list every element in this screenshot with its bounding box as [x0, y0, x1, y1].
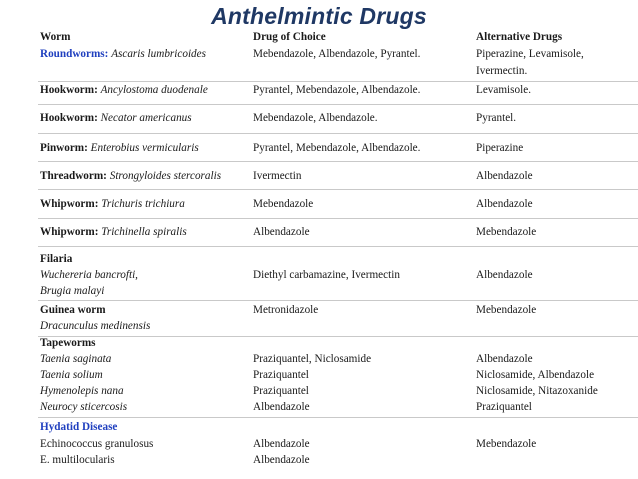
worm-species: Ancylostoma duodenale: [100, 84, 208, 96]
row-divider: [38, 218, 638, 219]
drug-of-choice: Albendazole: [253, 226, 310, 238]
alternative-drug: Pyrantel.: [476, 112, 517, 124]
row-divider: [38, 133, 638, 134]
drug-of-choice: Albendazole: [253, 438, 310, 450]
worm-name: Tapeworms: [40, 337, 96, 349]
drug-of-choice: Mebendazole, Albendazole, Pyrantel.: [253, 48, 421, 60]
drug-of-choice: Metronidazole: [253, 304, 319, 316]
row-divider: [38, 417, 638, 418]
worm-species: Dracunculus medinensis: [40, 320, 151, 332]
worm-species: Neurocy sticercosis: [40, 401, 128, 413]
worm-species: Strongyloides stercoralis: [109, 170, 222, 182]
worm-species: Wuchereria bancrofti,: [40, 269, 138, 281]
worm-name: Threadworm:: [40, 170, 107, 182]
row-divider: [38, 161, 638, 162]
worm-name: Guinea worm: [40, 304, 106, 316]
worm-name: Roundworms:: [40, 48, 109, 60]
table-row-worm: [40, 196, 185, 213]
alternative-drug: Levamisole.: [476, 84, 531, 96]
worm-species: Ascaris lumbricoides: [111, 48, 206, 60]
table-row-worm: [40, 82, 208, 99]
worm-species: Taenia saginata: [40, 353, 112, 365]
worm-species: Taenia solium: [40, 369, 103, 381]
alternative-drug: Ivermectin.: [476, 65, 528, 77]
row-divider: [38, 104, 638, 105]
alternative-drug: Mebendazole: [476, 226, 537, 238]
row-divider: [38, 336, 638, 337]
drug-of-choice: Pyrantel, Mebendazole, Albendazole.: [253, 142, 421, 154]
worm-species: Necator americanus: [100, 112, 192, 124]
worm-name: Filaria: [40, 253, 73, 265]
table-row-worm: [40, 110, 192, 127]
table-row-worm: [40, 224, 187, 241]
row-divider: [38, 189, 638, 190]
worm-species: Echinococcus granulosus: [40, 438, 154, 450]
page-title: Anthelmintic Drugs: [211, 3, 427, 29]
worm-species: E. multilocularis: [40, 454, 115, 466]
drug-of-choice: Mebendazole, Albendazole.: [253, 112, 378, 124]
worm-species: Trichinella spiralis: [101, 226, 187, 238]
worm-name: Whipworm:: [40, 226, 99, 238]
worm-name: Hookworm:: [40, 84, 98, 96]
alternative-drug: Mebendazole: [476, 304, 537, 316]
header-alternative-drugs: Alternative Drugs: [476, 31, 563, 43]
alternative-drug: Mebendazole: [476, 438, 537, 450]
worm-species: Brugia malayi: [40, 285, 105, 297]
drug-of-choice: Praziquantel, Niclosamide: [253, 353, 372, 365]
drug-of-choice: Ivermectin: [253, 170, 302, 182]
worm-name: Hookworm:: [40, 112, 98, 124]
alternative-drug: Piperazine, Levamisole,: [476, 48, 584, 60]
alternative-drug: Piperazine: [476, 142, 524, 154]
alternative-drug: Praziquantel: [476, 401, 532, 413]
worm-name: Whipworm:: [40, 198, 99, 210]
alternative-drug: Albendazole: [476, 353, 533, 365]
drug-of-choice: Albendazole: [253, 454, 310, 466]
drug-of-choice: Praziquantel: [253, 385, 309, 397]
drug-of-choice: Albendazole: [253, 401, 310, 413]
table-row-worm: [40, 46, 206, 63]
alternative-drug: Albendazole: [476, 269, 533, 281]
drug-of-choice: Praziquantel: [253, 369, 309, 381]
row-divider: [38, 300, 638, 301]
worm-species: Trichuris trichiura: [101, 198, 185, 210]
drug-of-choice: Mebendazole: [253, 198, 314, 210]
alternative-drug: Niclosamide, Albendazole: [476, 369, 595, 381]
worm-name: Pinworm:: [40, 142, 88, 154]
alternative-drug: Albendazole: [476, 198, 533, 210]
worm-name: Hydatid Disease: [40, 421, 118, 433]
worm-species: Enterobius vermicularis: [90, 142, 199, 154]
worm-species: Hymenolepis nana: [40, 385, 124, 397]
header-worm: Worm: [40, 31, 71, 43]
drug-of-choice: Diethyl carbamazine, Ivermectin: [253, 269, 400, 281]
table-row-worm: [40, 168, 221, 185]
row-divider: [38, 246, 638, 247]
alternative-drug: Albendazole: [476, 170, 533, 182]
alternative-drug: Niclosamide, Nitazoxanide: [476, 385, 598, 397]
drug-of-choice: Pyrantel, Mebendazole, Albendazole.: [253, 84, 421, 96]
header-drug-of-choice: Drug of Choice: [253, 31, 326, 43]
table-row-worm: [40, 140, 199, 157]
